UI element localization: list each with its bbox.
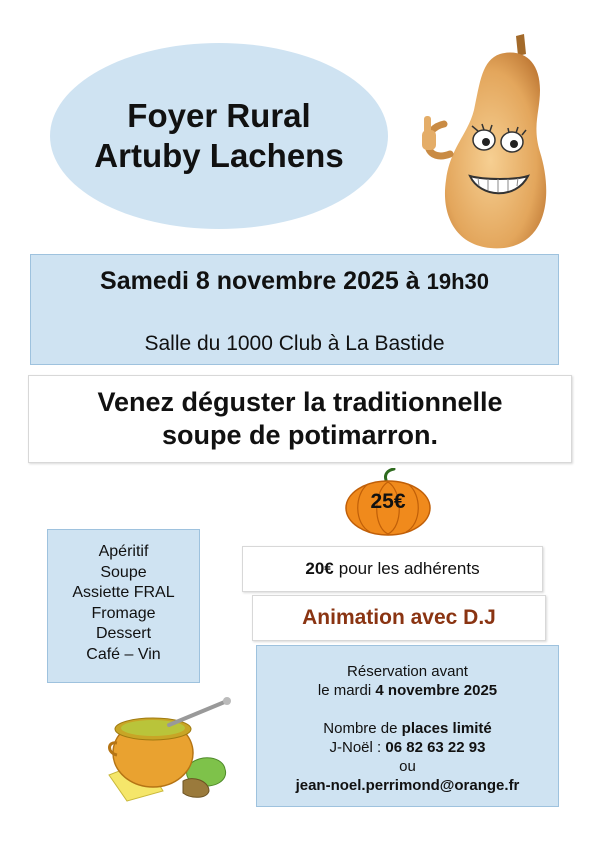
menu-item: Dessert <box>95 625 152 642</box>
headline-line-1: Venez déguster la traditionnelle <box>97 387 503 417</box>
menu-item: Café – Vin <box>86 645 161 663</box>
members-price-amount: 20€ <box>305 559 334 578</box>
full-price: 25€ <box>370 490 406 513</box>
menu-box <box>47 529 200 683</box>
event-time: 19h30 <box>426 269 489 294</box>
menu-item: Soupe <box>100 563 147 581</box>
butternut-squash-thumbs-up-image <box>412 30 562 252</box>
reservation-day: le mardi <box>317 682 372 699</box>
event-date-line <box>31 267 558 296</box>
contact-name: J-Noël : <box>329 739 382 756</box>
limited-places-prefix: Nombre de <box>323 720 398 737</box>
event-venue: Salle du 1000 Club à La Bastide <box>144 332 445 355</box>
limited-places-text: places limité <box>401 720 492 737</box>
contact-phone-line <box>257 738 558 757</box>
limited-places-line <box>257 719 558 738</box>
soup-pot-image <box>105 695 233 805</box>
menu-item: Fromage <box>91 604 156 622</box>
or-text: ou <box>399 758 416 775</box>
headline-line-2: soupe de potimarron. <box>161 420 439 450</box>
reservation-deadline-label: Réservation avant <box>347 663 468 680</box>
title-oval <box>50 43 388 229</box>
title-line-1: Foyer Rural <box>127 97 311 134</box>
title-line-2: Artuby Lachens <box>94 137 344 174</box>
menu-item: Apéritif <box>98 543 149 560</box>
members-price-label: pour les adhérents <box>338 559 480 578</box>
reservation-date: 4 novembre 2025 <box>375 682 498 699</box>
event-date: Samedi 8 novembre 2025 à <box>100 267 420 295</box>
animation-box: Animation avec D.J <box>252 595 546 641</box>
contact-phone: 06 82 63 22 93 <box>385 739 486 756</box>
reservation-box <box>256 645 559 807</box>
event-date-box <box>30 254 559 365</box>
members-price-box <box>242 546 543 592</box>
reservation-deadline-line <box>257 681 558 700</box>
contact-email[interactable]: jean-noel.perrimond@orange.fr <box>295 777 520 794</box>
headline-box <box>28 375 572 463</box>
menu-item: Assiette FRAL <box>72 584 175 601</box>
